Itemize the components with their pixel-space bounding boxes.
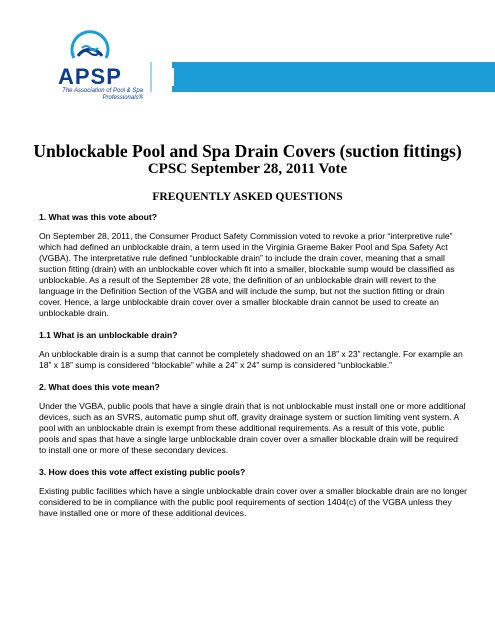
faq-section [39, 330, 467, 371]
logo-wave-icon [68, 28, 112, 64]
faq-question: 1. What was this vote about? [39, 212, 157, 222]
faq-question: 2. What does this vote mean? [39, 382, 160, 392]
faq-question: 1.1 What is an unblockable drain? [39, 330, 178, 340]
faq-answer: Under the VGBA, public pools that have a single drain that is not unblockable must install one or more additional devices, such as an SVRS, automatic pump shut off, gravity drainage system or suction limiting vent system. A pool with an unblockable drain is exempt from these additional requirements. As a result of this vote, public pools and spas that have a single large unblockable drain cover over a smaller blockable drain will be required to install one or more of these secondary devices. [39, 401, 466, 455]
faq-section [39, 212, 467, 319]
faq-answer: Existing public facilities which have a single unblockable drain cover over a smaller blockable drain are no longer considered to be in compliance with the public pool requirements of section 1404(c) of the VGBA unless they have installed one or more of these additional devices. [39, 486, 468, 518]
document-title: Unblockable Pool and Spa Drain Covers (suction fittings) [33, 141, 462, 161]
faq-question: 3. How does this vote affect existing public pools? [39, 467, 246, 477]
faq-section [39, 382, 467, 456]
document-subtitle: CPSC September 28, 2011 Vote [147, 161, 348, 177]
logo-subtext: The Association of Pool & Spa Professionals® [62, 88, 143, 101]
page-header [0, 0, 495, 120]
logo-text: APSP [58, 64, 122, 89]
faq-content [39, 212, 467, 530]
apsp-logo [58, 28, 148, 108]
header-bar-notch-mark [166, 68, 174, 86]
faq-answer: An unblockable drain is a sump that cannot be completely shadowed on an 18” x 23” rectangle. For example an 18” x 18” sump is considered “blockable” while a 24” x 24” sump is considered “unblockable.” [39, 349, 463, 370]
faq-answer: On September 28, 2011, the Consumer Product Safety Commission voted to revoke a prior “interpretive rule” which had defined an unblockable drain, a term used in the Virginia Graeme Baker Pool and Spa Safety Act (VGBA). The interpretative rule defined “unblockable drain” to include the drain cover, meaning that a small suction fitting (drain) with an unblockable cover which fit into a smaller, blockable sump would be classified as unblockable. As a result of the September 28 vote, the definition of an unblockable drain will revert to the language in the Definition Section of the VGBA and will include the sump, but not the suction fitting or drain cover. Hence, a large unblockable drain cover over a smaller blockable drain cannot be used to create an unblockable drain. [39, 231, 455, 318]
header-accent-bar [152, 62, 495, 92]
faq-section [39, 467, 467, 519]
faq-heading: FREQUENTLY ASKED QUESTIONS [152, 191, 343, 203]
